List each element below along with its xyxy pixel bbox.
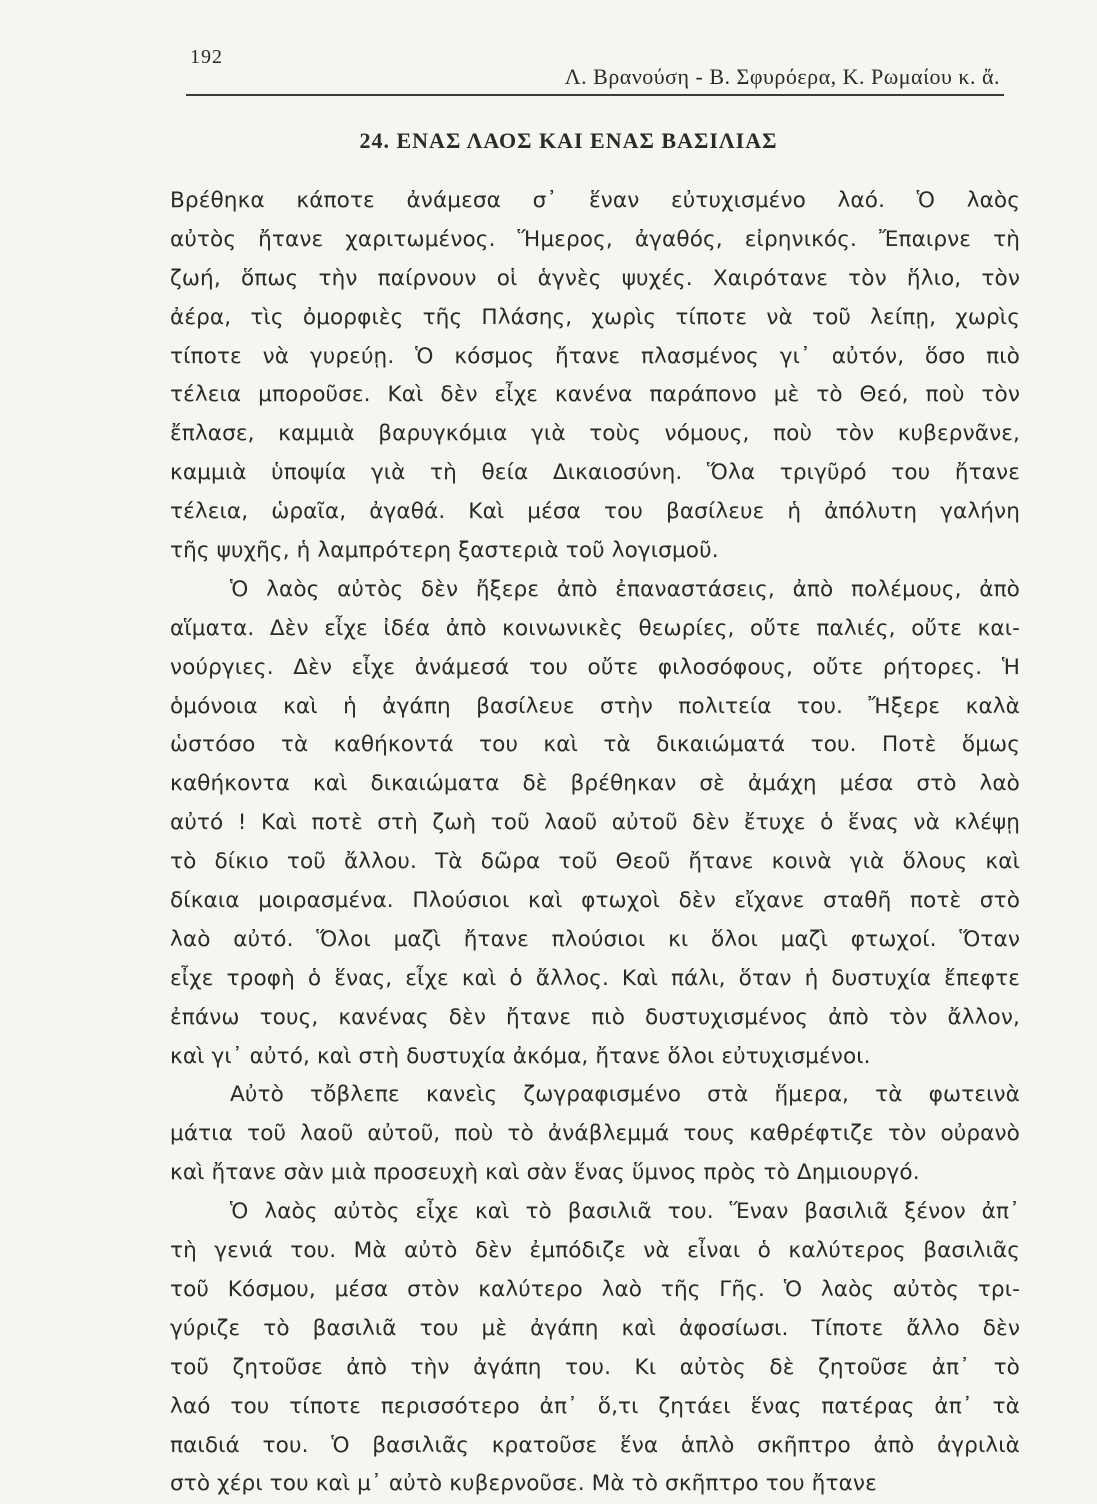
text-line: γύριζε τὸ βασιλιᾶ του μὲ ἀγάπη καὶ ἀφοσίωσι. Τίποτε ἄλλο δὲν [170, 1315, 1020, 1341]
text-line: εἶχε τροφὴ ὁ ἕνας, εἶχε καὶ ὁ ἄλλος. Καὶ πάλι, ὅταν ἡ δυστυχία ἔπεφτε [170, 965, 1020, 991]
paragraph [170, 571, 1020, 1077]
text-line: αὐτό ! Καὶ ποτὲ στὴ ζωὴ τοῦ λαοῦ αὐτοῦ δὲν ἔτυχε ὁ ἕνας νὰ κλέψῃ [170, 810, 1020, 836]
text-line: καθήκοντα καὶ δικαιώματα δὲ βρέθηκαν σὲ ἀμάχη μέσα στὸ λαὸ [170, 771, 1020, 797]
text-line: τοῦ Κόσμου, μέσα στὸν καλύτερο λαὸ τῆς Γῆς. Ὁ λαὸς αὐτὸς τρι- [170, 1276, 1020, 1302]
text-line: καμμιὰ ὑποψία γιὰ τὴ θεία Δικαιοσύνη. Ὅλα τριγῦρό του ἤτανε [170, 460, 1020, 486]
text-line: τέλεια, ὡραῖα, ἀγαθά. Καὶ μέσα του βασίλευε ἡ ἀπόλυτη γαλήνη [170, 499, 1020, 525]
body-text [170, 182, 1020, 1504]
text-line: λαὸ αὐτό. Ὅλοι μαζὶ ἤτανε πλούσιοι κι ὅλοι μαζὶ φτωχοί. Ὅταν [170, 926, 1020, 952]
text-line: ζωή, ὅπως τὴν παίρνουν οἱ ἁγνὲς ψυχές. Χαιρότανε τὸν ἥλιο, τὸν [170, 265, 1020, 291]
text-line: τὸ δίκιο τοῦ ἄλλου. Τὰ δῶρα τοῦ Θεοῦ ἤτανε κοινὰ γιὰ ὅλους καὶ [170, 849, 1020, 875]
text-line: παιδιά του. Ὁ βασιλιᾶς κρατοῦσε ἕνα ἁπλὸ σκῆπτρο ἀπὸ ἀγριλιὰ [170, 1432, 1020, 1458]
text-line: Βρέθηκα κάποτε ἀνάμεσα σ᾽ ἕναν εὐτυχισμένο λαό. Ὁ λαὸς [170, 188, 1020, 213]
text-line: ἔπλασε, καμμιὰ βαρυγκόμια γιὰ τοὺς νόμους, ποὺ τὸν κυβερνᾶνε, [170, 421, 1020, 447]
text-line: τέλεια μποροῦσε. Καὶ δὲν εἶχε κανένα παράπονο μὲ τὸ Θεό, ποὺ τὸν [170, 382, 1020, 408]
paragraph [170, 1076, 1020, 1193]
text-line: καὶ γι᾽ αὐτό, καὶ στὴ δυστυχία ἀκόμα, ἤτανε ὅλοι εὐτυχισμένοι. [170, 1043, 871, 1069]
text-line: καὶ ἤτανε σὰν μιὰ προσευχὴ καὶ σὰν ἕνας ὕμνος πρὸς τὸ Δημιουργό. [170, 1160, 920, 1186]
text-line: αἵματα. Δὲν εἶχε ἰδέα ἀπὸ κοινωνικὲς θεωρίες, οὔτε παλιές, οὔτε και- [170, 615, 1020, 641]
text-line: Ὁ λαὸς αὐτὸς δὲν ἤξερε ἀπὸ ἐπαναστάσεις, ἀπὸ πολέμους, ἀπὸ [230, 576, 1020, 602]
running-head: Λ. Βρανούση - Β. Σφυρόερα, Κ. Ρωμαίου κ. ἄ. [564, 64, 1000, 89]
text-line: στὸ χέρι του καὶ μ᾽ αὐτὸ κυβερνοῦσε. Μὰ τὸ σκῆπτρο του ἤτανε [170, 1471, 877, 1497]
text-line: λαό του τίποτε περισσότερο ἀπ᾽ ὅ,τι ζητάει ἕνας πατέρας ἀπ᾽ τὰ [170, 1393, 1020, 1419]
text-line: τίποτε νὰ γυρεύῃ. Ὁ κόσμος ἤτανε πλασμένος γι᾽ αὐτόν, ὅσο πιὸ [170, 343, 1020, 369]
text-line: ἀέρα, τὶς ὀμορφιὲς τῆς Πλάσης, χωρὶς τίποτε νὰ τοῦ λείπῃ, χωρὶς [170, 304, 1020, 330]
text-line: τῆς ψυχῆς, ἡ λαμπρότερη ξαστεριὰ τοῦ λογισμοῦ. [170, 538, 719, 564]
paragraph [170, 182, 1020, 571]
page-number: 192 [190, 46, 223, 68]
text-line: μάτια τοῦ λαοῦ αὐτοῦ, ποὺ τὸ ἀνάβλεμμά τους καθρέφτιζε τὸν οὐρανὸ [170, 1121, 1020, 1147]
paragraph [170, 1193, 1020, 1504]
page-header [186, 44, 1004, 96]
text-line: τὴ γενιά του. Μὰ αὐτὸ δὲν ἐμπόδιζε νὰ εἶναι ὁ καλύτερος βασιλιᾶς [170, 1238, 1020, 1264]
text-line: δίκαια μοιρασμένα. Πλούσιοι καὶ φτωχοὶ δὲν εἴχανε σταθῆ ποτὲ στὸ [170, 888, 1020, 914]
text-line: Αὐτὸ τὄβλεπε κανεὶς ζωγραφισμένο στὰ ἥμερα, τὰ φωτεινὰ [230, 1082, 1020, 1108]
text-line: νούργιες. Δὲν εἶχε ἀνάμεσά του οὔτε φιλοσόφους, οὔτε ρήτορες. Ἡ [170, 654, 1020, 680]
text-line: ἐπάνω τους, κανένας δὲν ἤτανε πιὸ δυστυχισμένος ἀπὸ τὸν ἄλλον, [170, 1004, 1020, 1030]
text-line: ὡστόσο τὰ καθήκοντά του καὶ τὰ δικαιώματά του. Ποτὲ ὅμως [170, 732, 1020, 758]
text-line: ὁμόνοια καὶ ἡ ἀγάπη βασίλευε στὴν πολιτεία του. Ἤξερε καλὰ [170, 693, 1020, 719]
chapter-title: 24. ΕΝΑΣ ΛΑΟΣ ΚΑΙ ΕΝΑΣ ΒΑΣΙΛΙΑΣ [359, 128, 778, 153]
text-line: Ὁ λαὸς αὐτὸς εἶχε καὶ τὸ βασιλιᾶ του. Ἕναν βασιλιᾶ ξένον ἀπ᾽ [230, 1199, 1020, 1225]
text-line: τοῦ ζητοῦσε ἀπὸ τὴν ἀγάπη του. Κι αὐτὸς δὲ ζητοῦσε ἀπ᾽ τὸ [170, 1354, 1020, 1380]
text-line: αὐτὸς ἤτανε χαριτωμένος. Ἥμερος, ἀγαθός, εἰρηνικός. Ἔπαιρνε τὴ [170, 226, 1020, 252]
